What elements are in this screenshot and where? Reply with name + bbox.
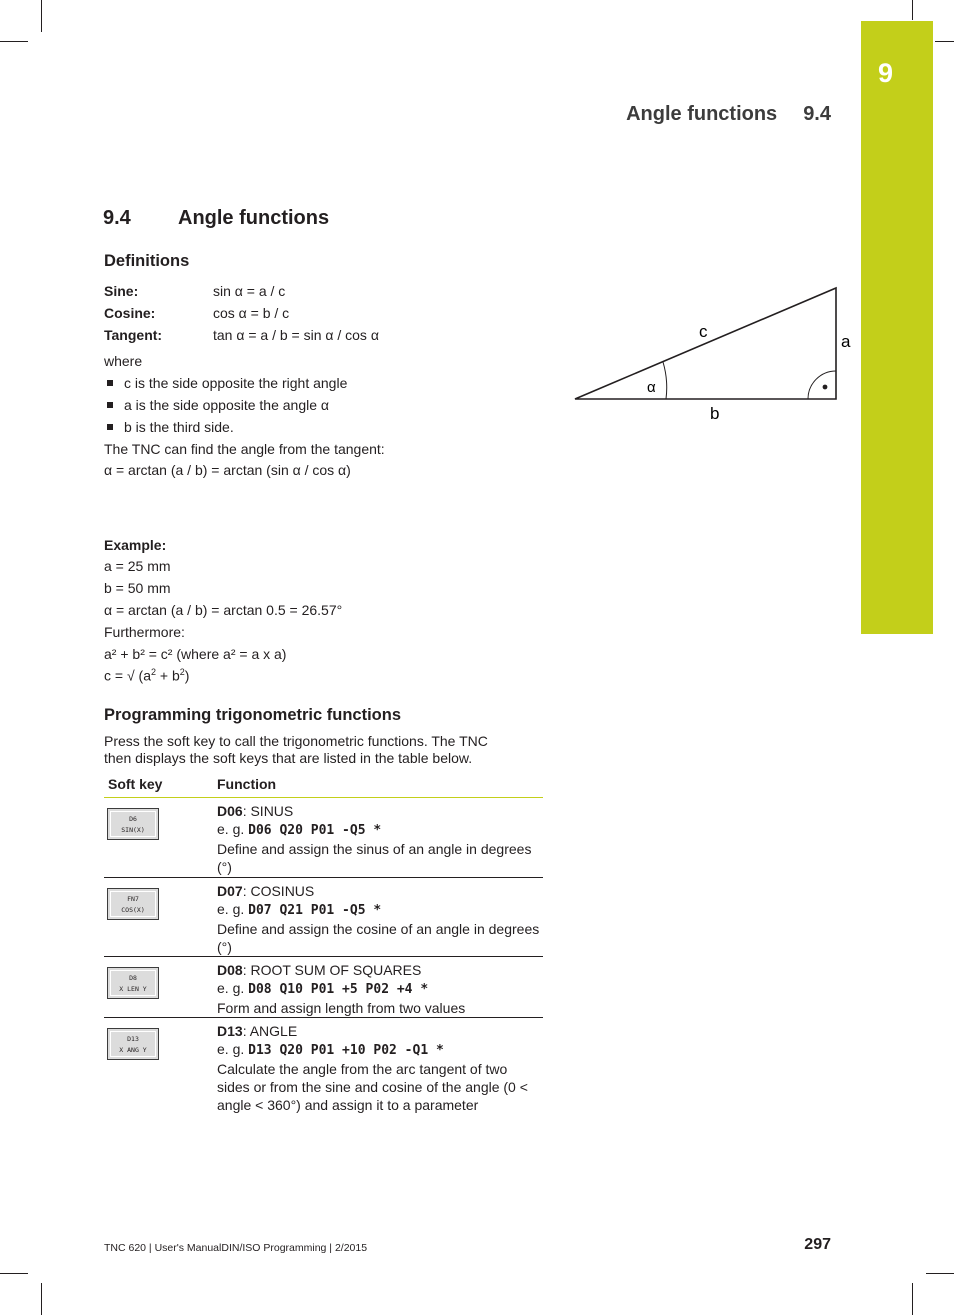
cosine-formula: cos α = b / c (213, 305, 290, 321)
function-example: D08 Q10 P01 +5 P02 +4 * (248, 982, 429, 997)
programming-heading: Programming trigonometric functions (104, 706, 402, 724)
eg-text: e. g. (217, 980, 249, 996)
bullet-square-icon (107, 380, 113, 386)
function-cell (217, 961, 542, 1017)
bullet-square-icon (107, 424, 113, 430)
sine-label: Sine: (104, 283, 139, 299)
function-cell (217, 802, 542, 876)
section-title: Angle functions (178, 207, 330, 229)
footer-text: TNC 620 | User's ManualDIN/ISO Programming | 2/2015 (104, 1242, 368, 1254)
softkey-line: D13 (127, 1035, 139, 1043)
function-example: D07 Q21 P01 -Q5 * (248, 903, 382, 918)
function-code: D06 (217, 803, 243, 819)
example-heading: Example: (104, 537, 167, 553)
side-c-label: c (699, 322, 708, 341)
cosine-label: Cosine: (104, 305, 156, 321)
example-line: a² + b² = c² (where a² = a x a) (104, 646, 287, 662)
softkey-line: COS(X) (121, 906, 145, 914)
superscript: 2 (150, 667, 156, 677)
page-number: 297 (804, 1236, 831, 1253)
softkey-line: SIN(X) (121, 826, 145, 834)
table-row (104, 798, 543, 878)
crop-mark (935, 41, 954, 42)
crop-mark (41, 1283, 42, 1315)
function-name: : SINUS (242, 803, 294, 819)
tangent-note: The TNC can find the angle from the tangent: (104, 441, 385, 457)
example-line: α = arctan (a / b) = arctan 0.5 = 26.57° (104, 602, 343, 618)
running-head (520, 103, 831, 126)
function-name: : ROOT SUM OF SQUARES (242, 962, 422, 978)
function-name: : COSINUS (242, 883, 315, 899)
programming-intro: Press the soft key to call the trigonometric functions. The TNC (104, 733, 488, 749)
side-a-label: a (841, 332, 851, 351)
chapter-tab-number: 9 (878, 58, 894, 88)
example-line: b = 50 mm (104, 580, 171, 596)
softkey-line: D6 (129, 815, 137, 823)
column-header-softkey: Soft key (108, 776, 163, 792)
function-example: D13 Q20 P01 +10 P02 -Q1 * (248, 1043, 444, 1058)
example-line: Furthermore: (104, 624, 185, 640)
function-description: Define and assign the sinus of an angle in degrees (°) (217, 841, 532, 875)
function-cell (217, 1022, 542, 1114)
function-example: D06 Q20 P01 -Q5 * (248, 823, 382, 838)
chapter-tab (861, 21, 933, 634)
function-code: D08 (217, 962, 243, 978)
sqrt-formula (104, 667, 189, 684)
side-b-label: b (710, 404, 720, 423)
softkey-table (104, 774, 543, 1114)
bullet-item: b is the third side. (124, 419, 234, 435)
right-triangle-diagram (560, 280, 860, 430)
bullet-square-icon (107, 402, 113, 408)
softkey-line: FN7 (127, 895, 139, 903)
softkey-line: X LEN Y (119, 985, 147, 993)
arctan-formula: α = arctan (a / b) = arctan (sin α / cos α) (104, 462, 351, 478)
softkey-x-ang-y-button[interactable] (107, 1028, 159, 1060)
sqrt-end: ) (184, 667, 190, 684)
function-description: Form and assign length from two values (217, 1000, 466, 1016)
crop-mark (0, 41, 28, 42)
table-row (104, 1018, 543, 1114)
eg-text: e. g. (217, 1041, 249, 1057)
eg-text: e. g. (217, 901, 249, 917)
softkey-x-len-y-button[interactable] (107, 967, 159, 999)
superscript: 2 (179, 667, 185, 677)
running-head-number: 9.4 (803, 103, 831, 125)
table-header (104, 774, 543, 798)
softkey-line: X ANG Y (119, 1046, 147, 1054)
angle-alpha-label: α (647, 379, 656, 396)
softkey-line: D8 (129, 974, 137, 982)
softkey-cos-button[interactable] (107, 888, 159, 920)
function-code: D07 (217, 883, 243, 899)
definitions-heading: Definitions (104, 252, 190, 270)
eg-text: e. g. (217, 821, 249, 837)
table-row (104, 957, 543, 1018)
example-line: a = 25 mm (104, 558, 171, 574)
function-description: Calculate the angle from the arc tangent of two sides or from the sine and cosine of the angle (0 < angle < 360°) and assign it to a parameter (217, 1061, 528, 1113)
where-text: where (104, 353, 143, 369)
crop-mark (926, 1273, 954, 1274)
column-header-function: Function (217, 776, 277, 792)
programming-intro: then displays the soft keys that are listed in the table below. (104, 750, 473, 766)
bullet-item: c is the side opposite the right angle (124, 375, 348, 391)
crop-mark (41, 0, 42, 32)
function-description: Define and assign the cosine of an angle in degrees (°) (217, 921, 540, 955)
sqrt-prefix: c = √ (a (104, 667, 151, 684)
crop-mark (912, 1283, 913, 1315)
tangent-label: Tangent: (104, 327, 163, 343)
sine-formula: sin α = a / c (213, 283, 286, 299)
section-number: 9.4 (103, 207, 131, 229)
table-row (104, 878, 543, 957)
sqrt-mid: + b (156, 667, 180, 684)
bullet-item: a is the side opposite the angle α (124, 397, 330, 413)
crop-mark (0, 1273, 28, 1274)
crop-mark (912, 0, 913, 20)
function-code: D13 (217, 1023, 243, 1039)
function-cell (217, 882, 542, 956)
function-name: : ANGLE (242, 1023, 298, 1039)
running-head-title: Angle functions (626, 103, 778, 125)
tangent-formula: tan α = a / b = sin α / cos α (213, 327, 379, 343)
softkey-sin-button[interactable] (107, 808, 159, 840)
